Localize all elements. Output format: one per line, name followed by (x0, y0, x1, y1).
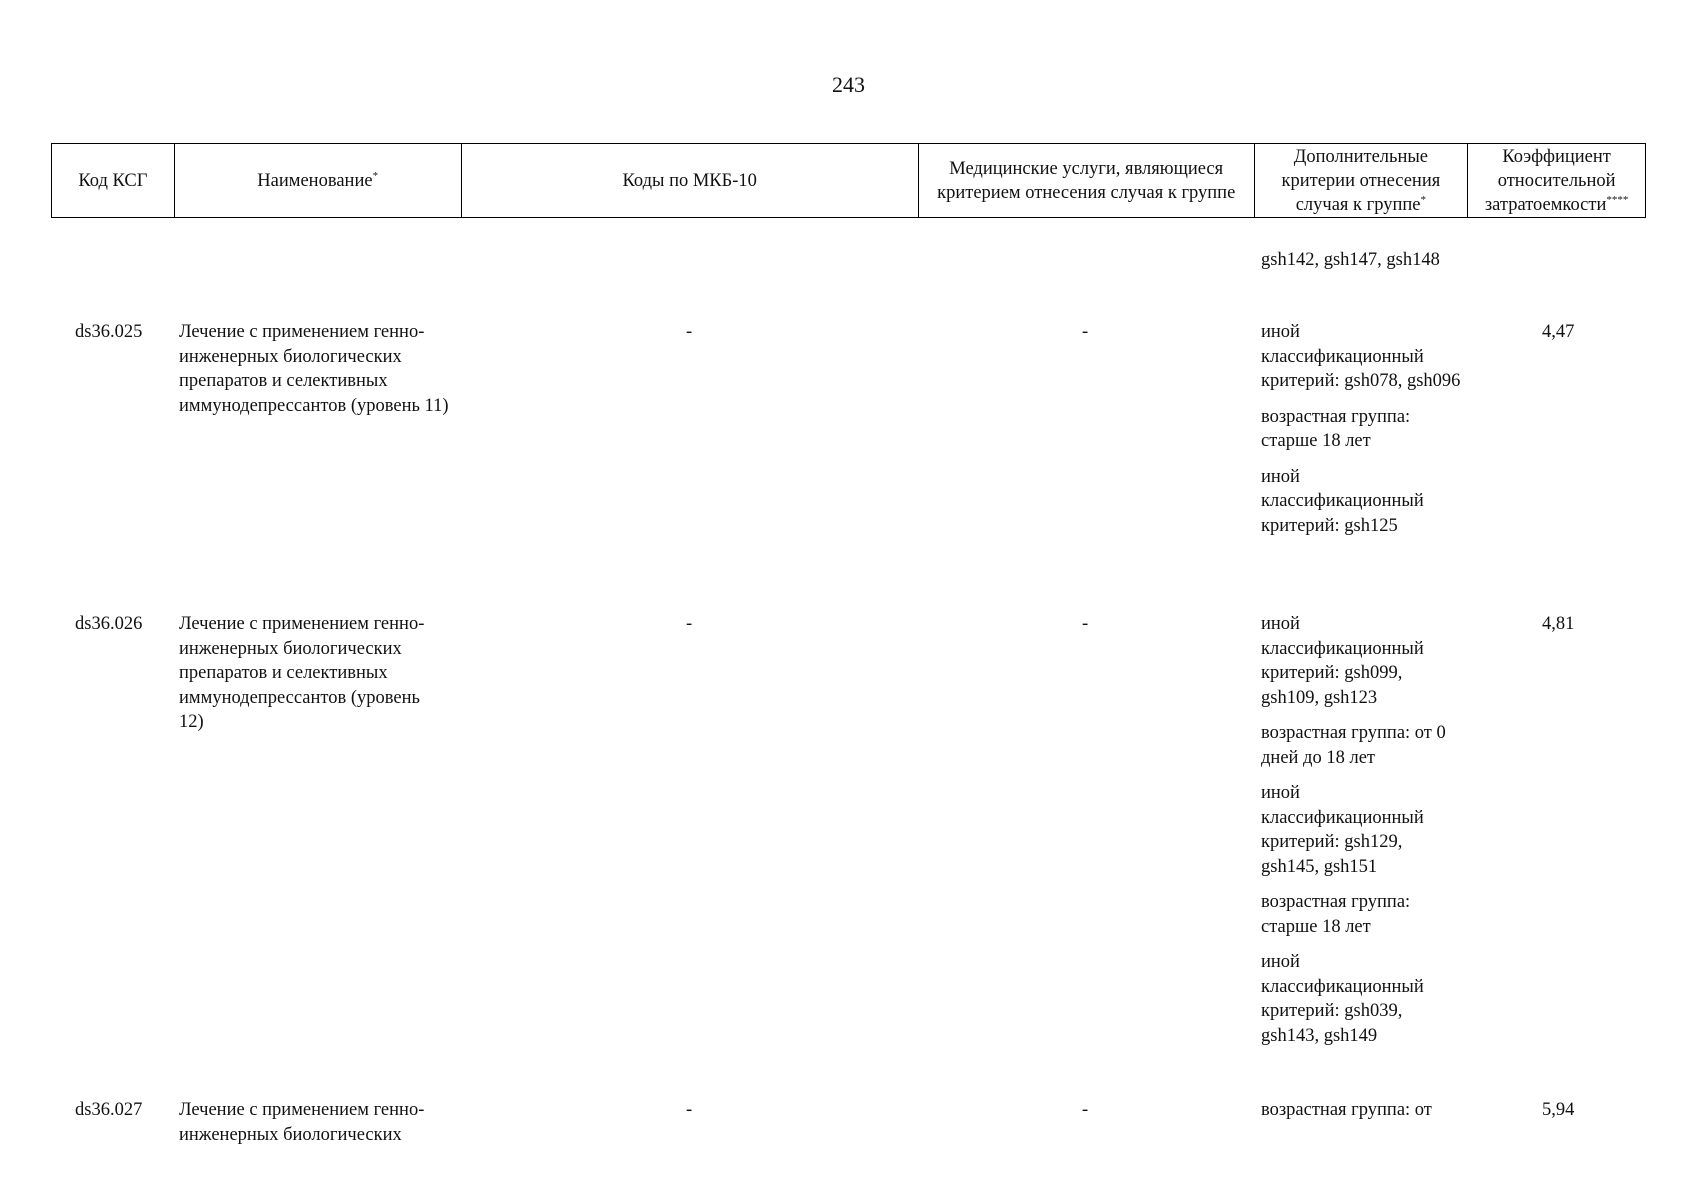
row-services: - (1082, 614, 1089, 634)
row-name: Лечение с применением генно-инженерных биологических (179, 1100, 425, 1145)
row-name: Лечение с применением генно-инженерных биологических препаратов и селективных иммунодепрессантов (уровень 12) (179, 614, 425, 732)
table-header (51, 143, 1646, 218)
header-services-label: Медицинские услуги, являющиеся критерием отнесения случая к группе (937, 158, 1236, 203)
criterion: возрастная группа: старше 18 лет (1261, 406, 1411, 451)
row-criteria (1261, 1098, 1461, 1134)
row-criteria (1261, 612, 1461, 1059)
row-coef: 4,81 (1542, 614, 1575, 634)
header-coef (1468, 144, 1645, 217)
header-coef-mark: **** (1606, 193, 1629, 206)
carryover-criteria: gsh142, gsh147, gsh148 (1261, 250, 1440, 270)
row-code: ds36.027 (75, 1100, 143, 1120)
criterion: возрастная группа: от (1261, 1100, 1432, 1120)
header-mkb (462, 144, 919, 217)
row-code: ds36.025 (75, 322, 143, 342)
row-coef: 4,47 (1542, 322, 1575, 342)
row-criteria (1261, 320, 1461, 549)
header-name (175, 144, 462, 217)
header-name-mark: * (372, 169, 379, 182)
row-services: - (1082, 322, 1089, 342)
row-mkb: - (686, 322, 693, 342)
header-extra-label: Дополнительные критерии отнесения случая к группе (1281, 146, 1441, 215)
criterion: иной классификационный критерий: gsh099, gsh109, gsh123 (1261, 614, 1424, 708)
header-name-label: Наименование (257, 170, 373, 191)
header-code (52, 144, 175, 217)
criterion: возрастная группа: старше 18 лет (1261, 892, 1411, 937)
row-name: Лечение с применением генно-инженерных биологических препаратов и селективных иммунодепрессантов (уровень 11) (179, 322, 449, 416)
row-mkb: - (686, 1100, 693, 1120)
row-services: - (1082, 1100, 1089, 1120)
row-mkb: - (686, 614, 693, 634)
header-extra-mark: * (1420, 193, 1427, 206)
criterion: возрастная группа: от 0 дней до 18 лет (1261, 723, 1446, 768)
header-code-label: Код КСГ (78, 170, 148, 191)
row-code: ds36.026 (75, 614, 143, 634)
header-services (919, 144, 1255, 217)
header-mkb-label: Коды по МКБ-10 (622, 170, 757, 191)
criterion: иной классификационный критерий: gsh129, gsh145, gsh151 (1261, 783, 1424, 877)
page-number: 243 (832, 72, 865, 97)
row-coef: 5,94 (1542, 1100, 1575, 1120)
criterion: иной классификационный критерий: gsh078, gsh096 (1261, 322, 1461, 391)
header-coef-label: Коэффициент относительной затратоемкости (1484, 146, 1616, 215)
header-extra (1255, 144, 1469, 217)
criterion: иной классификационный критерий: gsh039, gsh143, gsh149 (1261, 952, 1424, 1046)
criterion: иной классификационный критерий: gsh125 (1261, 466, 1424, 536)
